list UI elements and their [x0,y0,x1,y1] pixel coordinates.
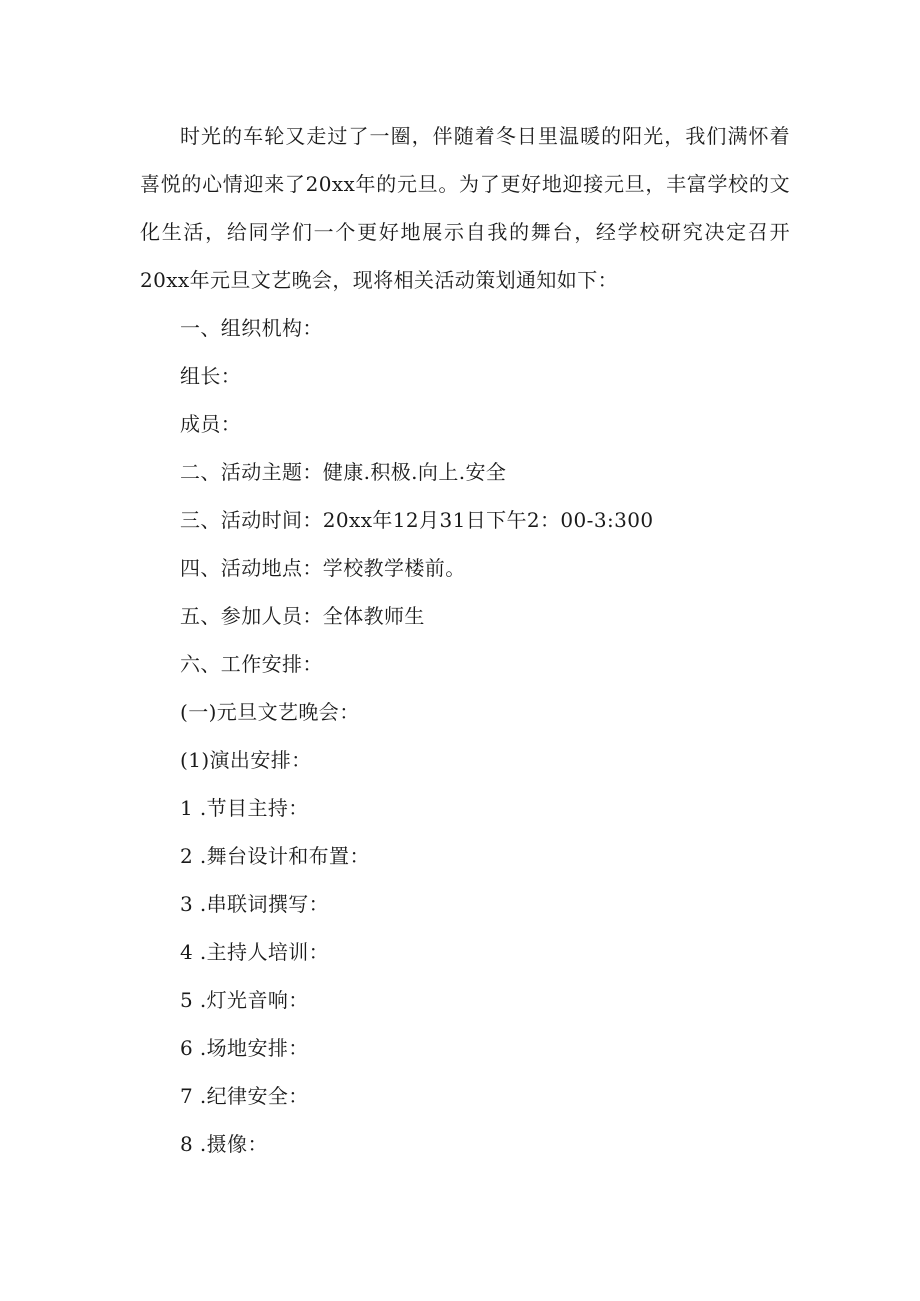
list-item-venue: 6 .场地安排： [180,1036,309,1060]
line-leader: 组长： [180,364,242,388]
document-lines [180,304,800,1168]
list-item-host-training: 4 .主持人培训： [180,940,330,964]
section-heading-theme: 二、活动主题：健康.积极.向上.安全 [180,460,507,484]
line-members: 成员： [180,412,242,436]
list-item-script: 3 .串联词撰写： [180,892,330,916]
section-heading-work-arrangement: 六、工作安排： [180,652,323,676]
list-item-host: 1 .节目主持： [180,796,309,820]
section-heading-organization: 一、组织机构： [180,316,323,340]
section-heading-participants: 五、参加人员：全体教师生 [180,604,425,628]
list-item-camera: 8 .摄像： [180,1132,268,1156]
subsection-performance: (1)演出安排： [180,748,312,772]
intro-paragraph: 时光的车轮又走过了一圈，伴随着冬日里温暖的阳光，我们满怀着喜悦的心情迎来了20xx年的元旦。为了更好地迎接元旦，丰富学校的文化生活，给同学们一个更好地展示自我的舞台，经学校研究决定召开20xx年元旦文艺晚会，现将相关活动策划通知如下： [140,124,790,292]
section-heading-location: 四、活动地点：学校教学楼前。 [180,556,466,580]
list-item-lighting-sound: 5 .灯光音响： [180,988,309,1012]
list-item-safety: 7 .纪律安全： [180,1084,309,1108]
list-item-stage: 2 .舞台设计和布置： [180,844,370,868]
section-heading-time: 三、活动时间：20xx年12月31日下午2：00-3:300 [180,508,654,532]
subsection-gala: (一)元旦文艺晚会： [180,700,360,724]
